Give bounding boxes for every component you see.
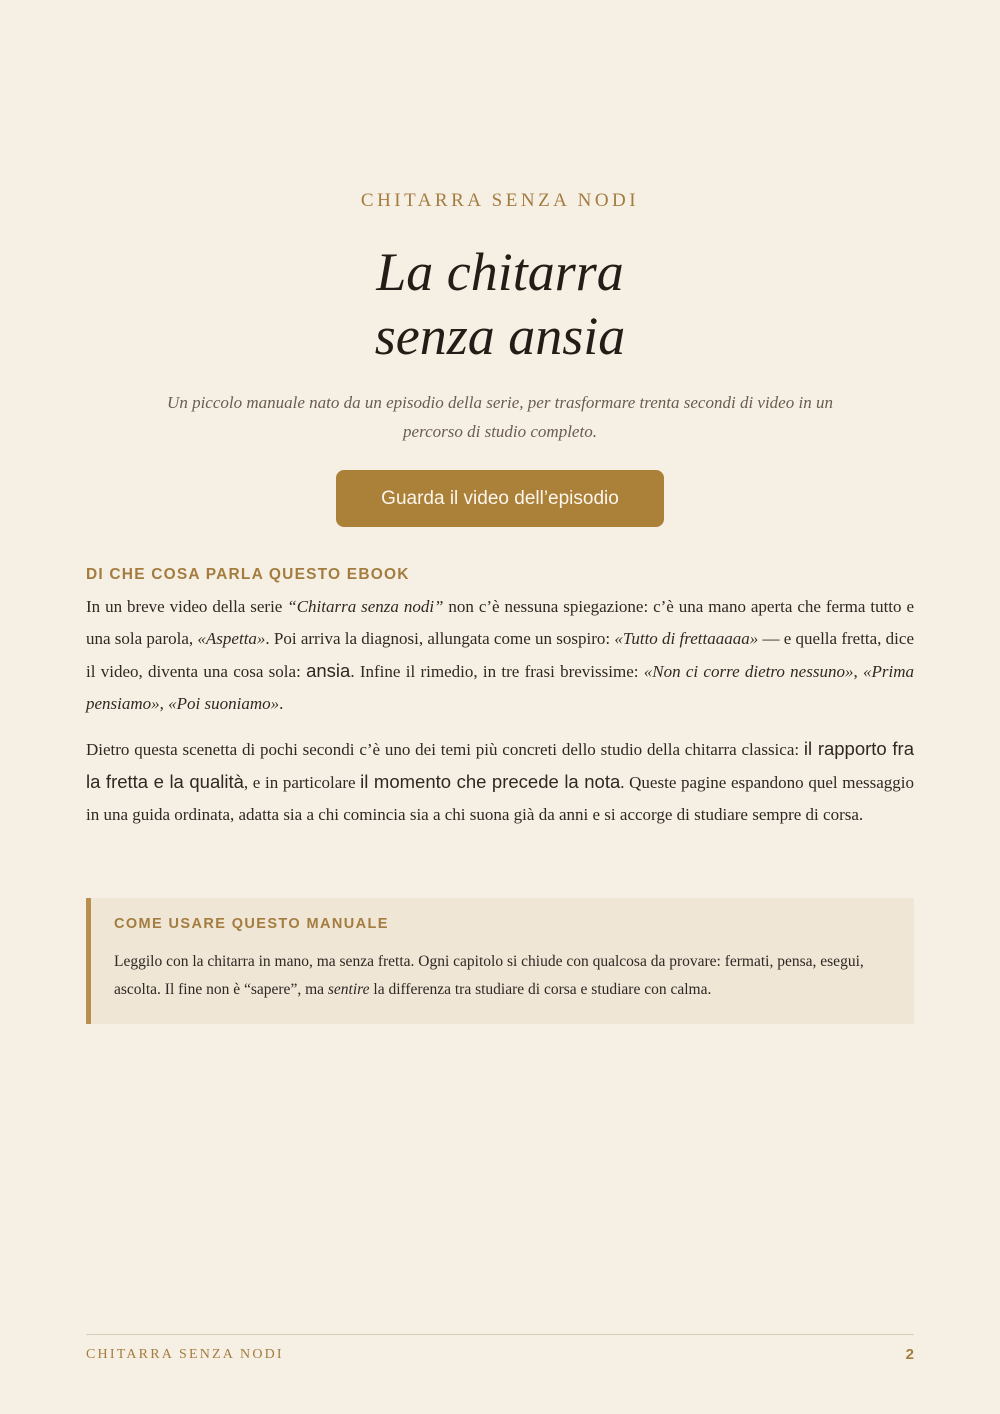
title-line-1: La chitarra — [376, 242, 624, 302]
series-quote: “Chitarra senza nodi” — [287, 597, 444, 616]
emphasis-sentire: sentire — [327, 981, 370, 998]
callout-box — [86, 898, 914, 1024]
body-paragraph: Dietro questa scenetta di pochi secondi c’è uno dei temi più concreti dello studio della chitarra classica: il rapporto fra la fretta e la qualità, e in particolare il momento che precede la nota. Queste pagine espandono quel messaggio in una guida ordinata, adatta sia a chi comincia sia a chi suona già da anni e si accorge di studiare sempre di corsa. — [86, 738, 914, 824]
quote-aspetta: «Aspetta» — [197, 629, 266, 648]
emphasis-rapporto: il rapporto fra la fretta e la qualità — [86, 738, 914, 792]
watch-video-button[interactable]: Guarda il video dell’episodio — [336, 470, 664, 527]
callout-text: Leggilo con la chitarra in mano, ma senza fretta. Ogni capitolo si chiude con qualcosa da provare: fermati, pensa, esegui, ascolta. Il fine non è “sapere”, ma sentire la differenza tra studiare di corsa e studiare con calma. — [114, 953, 864, 998]
page-number: 2 — [905, 1346, 914, 1363]
title-line-2: senza ansia — [374, 306, 626, 366]
quote-nessuno: «Non ci corre dietro nessuno» — [643, 662, 854, 681]
footer-divider — [86, 1334, 914, 1335]
quote-fretta: «Tutto di frettaaaaa» — [614, 629, 759, 648]
callout-title: COME USARE QUESTO MANUALE — [114, 916, 389, 932]
intro-paragraph: In un breve video della serie “Chitarra senza nodi” non c’è nessuna spiegazione: c’è una mano aperta che ferma tutto e una sola parola, «Aspetta». Poi arriva la diagnosi, allungata come un sospiro: «Tutto di frettaaaaa» — e quella fretta, dice il video, diventa una cosa sola: ansia. Infine il rimedio, in tre frasi brevissime: «Non ci corre dietro nessuno», «Prima pensiamo», «Poi suoniamo». — [86, 597, 914, 713]
page — [86, 0, 914, 1414]
emphasis-momento: il momento che precede la nota — [360, 771, 621, 792]
section-heading: DI CHE COSA PARLA QUESTO EBOOK — [86, 566, 410, 583]
footer-series-name: CHITARRA SENZA NODI — [86, 1347, 284, 1362]
quote-suoniamo: «Poi suoniamo» — [168, 694, 280, 713]
series-name: CHITARRA SENZA NODI — [360, 190, 640, 211]
quote-pensiamo: «Prima pensiamo» — [86, 662, 914, 713]
page-title — [86, 240, 914, 368]
subtitle: Un piccolo manuale nato da un episodio della serie, per trasformare trenta secondi di video in un percorso di studio completo. — [167, 393, 833, 441]
emphasis-ansia: ansia — [306, 660, 351, 681]
